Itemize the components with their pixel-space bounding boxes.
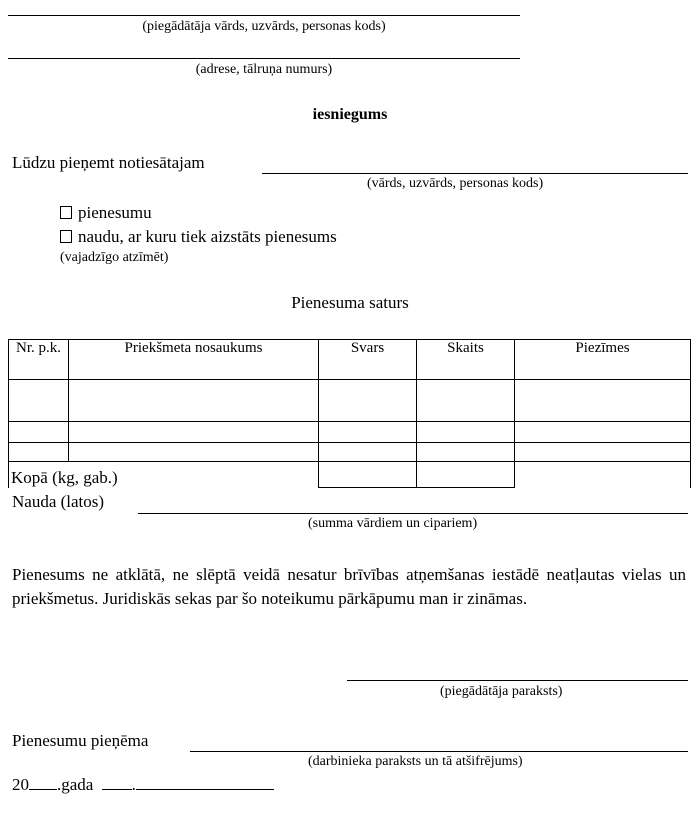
items-table bbox=[8, 339, 691, 488]
date-row bbox=[12, 775, 274, 795]
option-label: pienesumu bbox=[78, 203, 152, 222]
header-name: Priekšmeta nosaukums bbox=[69, 340, 319, 380]
declaration-text: Pienesums ne atklātā, ne slēptā veidā nesatur brīvības atņemšanas iestādē neatļautas vielas un priekšmetus. Juridiskās sekas par šo noteikumu pārkāpumu man ir zināmas. bbox=[12, 565, 686, 608]
accepted-caption: (darbinieka paraksts un tā atšifrējums) bbox=[308, 754, 523, 769]
address-caption: (adrese, tālruņa numurs) bbox=[195, 62, 333, 77]
signature-line[interactable] bbox=[347, 680, 688, 681]
option-nauda[interactable] bbox=[60, 227, 337, 247]
total-weight[interactable] bbox=[319, 462, 417, 488]
request-label: Lūdzu pieņemt notiesātajam bbox=[12, 153, 205, 172]
total-count[interactable] bbox=[417, 462, 515, 488]
checkbox-icon[interactable] bbox=[60, 230, 72, 243]
money-label: Nauda (latos) bbox=[12, 492, 105, 511]
request-line[interactable] bbox=[262, 173, 688, 174]
header-nr: Nr. p.k. bbox=[9, 340, 69, 380]
date-gada-label: .gada bbox=[57, 775, 94, 794]
table-row[interactable] bbox=[9, 422, 691, 443]
date-year-blank[interactable] bbox=[29, 789, 57, 790]
table-row[interactable] bbox=[9, 443, 691, 462]
accepted-line[interactable] bbox=[190, 751, 688, 752]
date-year-prefix: 20 bbox=[12, 775, 29, 794]
options-note: (vajadzīgo atzīmēt) bbox=[60, 250, 169, 265]
supplier-line[interactable] bbox=[8, 15, 520, 16]
checkbox-icon[interactable] bbox=[60, 206, 72, 219]
header-weight: Svars bbox=[319, 340, 417, 380]
header-notes: Piezīmes bbox=[515, 340, 691, 380]
table-header-row bbox=[9, 340, 691, 380]
total-label: Kopā (kg, gab.) bbox=[9, 462, 319, 488]
date-dot: . bbox=[131, 775, 136, 794]
signature-caption: (piegādātāja paraksts) bbox=[440, 684, 563, 699]
date-month-blank[interactable] bbox=[136, 789, 274, 790]
supplier-caption: (piegādātāja vārds, uzvārds, personas kods) bbox=[142, 19, 386, 34]
date-day-blank[interactable] bbox=[102, 789, 132, 790]
table-row[interactable] bbox=[9, 380, 691, 422]
request-caption: (vārds, uzvārds, personas kods) bbox=[367, 176, 544, 191]
total-row bbox=[9, 462, 691, 488]
accepted-label: Pienesumu pieņēma bbox=[12, 731, 149, 750]
money-line[interactable] bbox=[138, 513, 688, 514]
address-line[interactable] bbox=[8, 58, 520, 59]
option-label: naudu, ar kuru tiek aizstāts pienesums bbox=[78, 227, 337, 246]
document-title: iesniegums bbox=[312, 106, 388, 123]
money-caption: (summa vārdiem un cipariem) bbox=[308, 516, 478, 531]
contents-title: Pienesuma saturs bbox=[291, 293, 409, 312]
header-count: Skaits bbox=[417, 340, 515, 380]
option-pienesumu[interactable] bbox=[60, 203, 152, 223]
